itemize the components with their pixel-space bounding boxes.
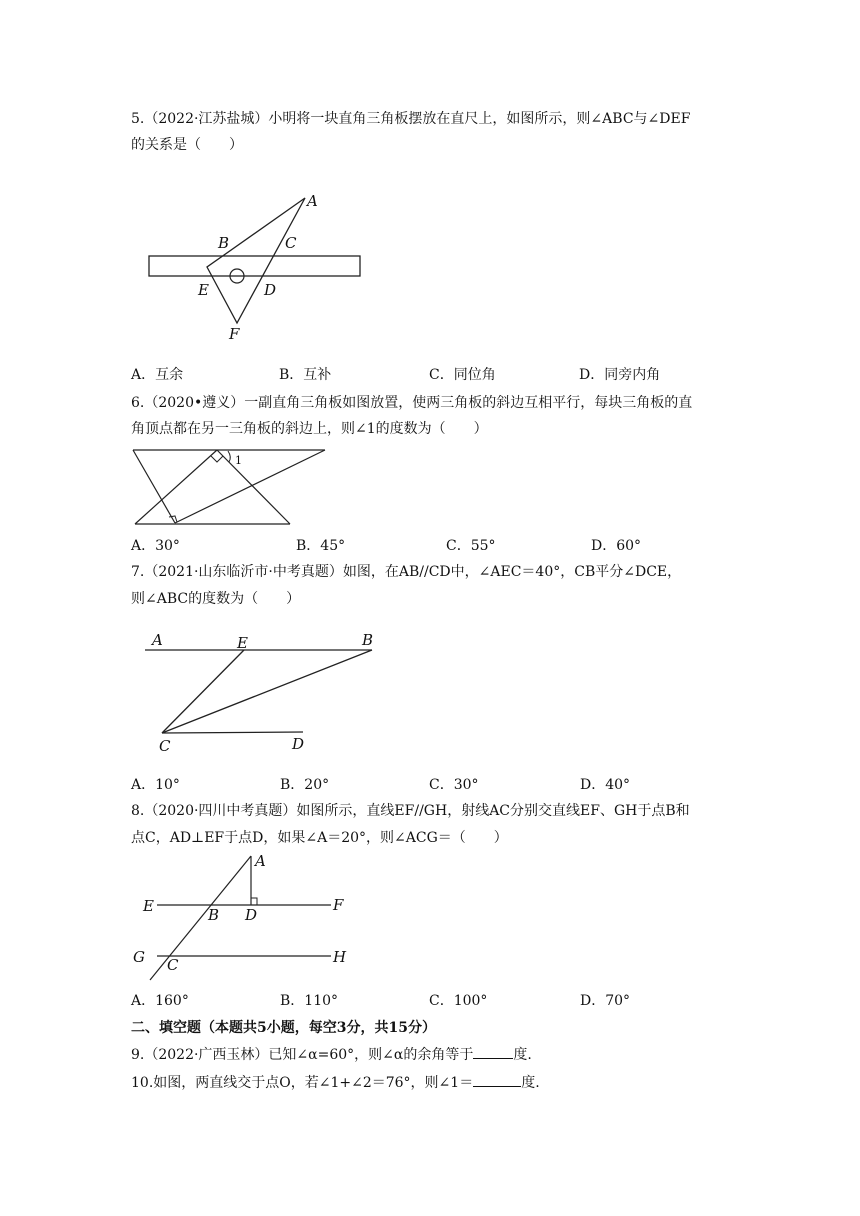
q7-stem-line2: 则∠ABC的度数为（ ） — [131, 591, 301, 607]
q6-option-b: B．45° — [296, 538, 346, 554]
q7-figure — [140, 628, 385, 758]
q8-option-b: B．110° — [280, 993, 339, 1009]
q5-option-d: D．同旁内角 — [579, 367, 661, 383]
q8-option-a: A．160° — [131, 993, 189, 1009]
q5-label-d: D — [264, 281, 277, 299]
q5-label-c: C — [285, 234, 297, 252]
q8-option-c: C．100° — [429, 993, 488, 1009]
q10-text-before: 10.如图，两直线交于点O，若∠1+∠2＝76°，则∠1＝ — [131, 1075, 474, 1091]
q6-stem-line1: 6.（2020•遵义）一副直角三角板如图放置，使两三角板的斜边互相平行，每块三角板的直 — [131, 395, 693, 411]
q6-option-c: C．55° — [446, 538, 496, 554]
q7-option-c: C．30° — [429, 777, 479, 793]
q5-ruler — [149, 256, 360, 276]
q7-option-a: A．10° — [131, 777, 180, 793]
q5-figure — [140, 185, 380, 350]
q8-label-c: C — [167, 956, 179, 974]
q7-label-c: C — [159, 737, 171, 755]
q5-stem-line1: 5.（2022·江苏盐城）小明将一块直角三角板摆放在直尺上，如图所示，则∠ABC与∠DEF — [131, 111, 691, 127]
q7-label-e: E — [237, 634, 248, 652]
q8-label-f: F — [333, 896, 344, 914]
q8-label-d: D — [245, 906, 258, 924]
q5-option-b: B．互补 — [279, 367, 332, 383]
q7-label-b: B — [362, 631, 374, 649]
q10-text-after: 度. — [521, 1075, 540, 1091]
q6-angle-1-label: 1 — [235, 454, 242, 467]
q8-stem-line2: 点C，AD⊥EF于点D，如果∠A＝20°，则∠ACG＝（ ） — [131, 830, 508, 846]
q8-label-h: H — [333, 948, 347, 966]
q8-stem-line1: 8.（2020·四川中考真题）如图所示，直线EF//GH，射线AC分别交直线EF、GH于点B和 — [131, 803, 690, 819]
q8-label-a: A — [255, 852, 266, 870]
q8-label-g: G — [133, 948, 145, 966]
q5-triangle — [207, 198, 305, 323]
q9-stem — [131, 1044, 532, 1065]
q6-stem-line2: 角顶点都在另一三角板的斜边上，则∠1的度数为（ ） — [131, 421, 488, 437]
q9-answer-blank[interactable] — [473, 1044, 513, 1059]
q5-option-c: C．同位角 — [429, 367, 496, 383]
q8-label-e: E — [143, 897, 154, 915]
q6-option-d: D．60° — [591, 538, 642, 554]
q7-label-a: A — [152, 631, 163, 649]
q9-text-before: 9.（2022·广西玉林）已知∠α=60°，则∠α的余角等于 — [131, 1047, 474, 1063]
q7-option-b: B．20° — [280, 777, 330, 793]
q8-figure — [130, 852, 355, 982]
q5-label-e: E — [198, 281, 209, 299]
q10-stem — [131, 1072, 540, 1093]
q5-label-a: A — [307, 192, 318, 210]
q7-stem-line1: 7.（2021·山东临沂市·中考真题）如图，在AB//CD中，∠AEC＝40°，CB平分∠DCE， — [131, 564, 682, 580]
q7-option-d: D．40° — [580, 777, 631, 793]
q5-stem-line2: 的关系是（ ） — [131, 137, 243, 153]
q8-label-b: B — [208, 906, 220, 924]
q6-option-a: A．30° — [131, 538, 180, 554]
q7-label-d: D — [292, 735, 305, 753]
q5-label-b: B — [218, 234, 230, 252]
q10-answer-blank[interactable] — [473, 1072, 521, 1087]
section-2-heading: 二、填空题（本题共5小题，每空3分，共15分） — [131, 1020, 436, 1036]
q5-label-f: F — [229, 325, 240, 343]
q8-option-d: D．70° — [580, 993, 631, 1009]
q9-text-after: 度. — [513, 1047, 532, 1063]
q5-option-a: A．互余 — [131, 367, 184, 383]
q6-figure — [128, 444, 328, 529]
